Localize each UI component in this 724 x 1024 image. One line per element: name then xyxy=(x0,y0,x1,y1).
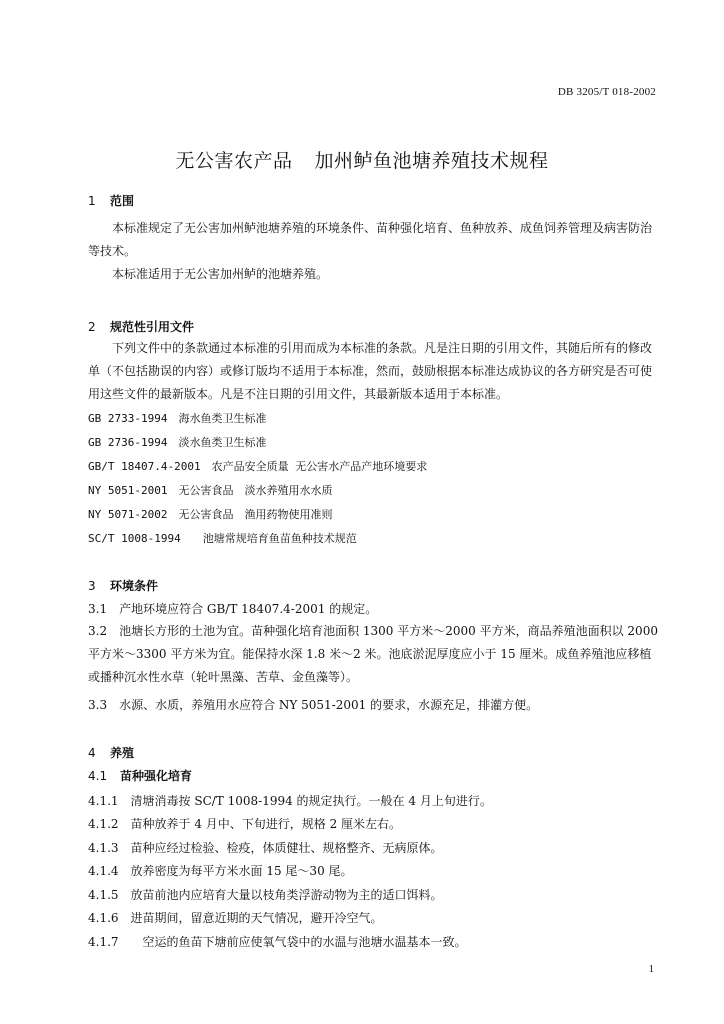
subsection-4-1-heading xyxy=(88,767,192,784)
section-2-paragraph: 下列文件中的条款通过本标准的引用而成为本标准的条款。凡是注日期的引用文件，其随后所有的修改单（不包括勘误的内容）或修订版均不适用于本标准，然而，鼓励根据本标准达成协议的各方研究是否可使用这些文件的最新版本。凡是不注日期的引用文件，其最新版本适用于本标准。 xyxy=(88,341,653,401)
section-title: 范围 xyxy=(110,194,135,208)
reference-item: SC/T 1008-1994 池塘常规培育鱼苗鱼种技术规范 xyxy=(88,532,357,545)
reference-item: GB 2736-1994 淡水鱼类卫生标准 xyxy=(88,436,267,449)
section-number: 4 xyxy=(88,746,96,760)
title-part-2: 加州鲈鱼池塘养殖技术规程 xyxy=(314,150,549,172)
section-title: 养殖 xyxy=(110,746,135,760)
section-number: 1 xyxy=(88,194,96,208)
section-1-paragraph-2: 本标准适用于无公害加州鲈的池塘养殖。 xyxy=(112,267,329,281)
clause-3-3: 3.3 水源、水质，养殖用水应符合 NY 5051-2001 的要求，水源充足，排灌方便。 xyxy=(88,698,539,712)
section-3-heading xyxy=(88,577,158,594)
document-title xyxy=(0,146,724,173)
reference-item: GB/T 18407.4-2001 农产品安全质量 无公害水产品产地环境要求 xyxy=(88,460,428,473)
clause-item: 4.1.4 放养密度为每平方米水面 15 尾～30 尾。 xyxy=(88,864,353,878)
section-number: 3 xyxy=(88,579,96,593)
reference-item: NY 5051-2001 无公害食品 淡水养殖用水水质 xyxy=(88,484,333,497)
subsection-title: 苗种强化培育 xyxy=(120,769,193,783)
section-2-heading xyxy=(88,318,194,335)
page-number: 1 xyxy=(648,963,654,975)
clause-item: 4.1.7 空运的鱼苗下塘前应使氧气袋中的水温与池塘水温基本一致。 xyxy=(88,935,467,949)
section-title: 规范性引用文件 xyxy=(110,320,195,334)
document-code: DB 3205/T 018-2002 xyxy=(557,86,656,98)
reference-item: NY 5071-2002 无公害食品 渔用药物使用准则 xyxy=(88,508,333,521)
clause-item: 4.1.6 进苗期间，留意近期的天气情况，避开冷空气。 xyxy=(88,911,383,925)
clause-item: 4.1.3 苗种应经过检验、检疫，体质健壮、规格整齐、无病原体。 xyxy=(88,841,443,855)
section-title: 环境条件 xyxy=(110,579,159,593)
clause-item: 4.1.1 清塘消毒按 SC/T 1008-1994 的规定执行。一般在 4 月上旬进行。 xyxy=(88,794,492,808)
section-4-heading xyxy=(88,744,134,761)
subsection-number: 4.1 xyxy=(88,769,108,783)
clause-item: 4.1.5 放苗前池内应培育大量以枝角类浮游动物为主的适口饵料。 xyxy=(88,888,443,902)
clause-3-2: 3.2 池塘长方形的土池为宜。苗种强化培育池面积 1300 平方米～2000 平方米，商品养殖池面积以 2000 平方米～3300 平方米为宜。能保持水深 1.8 米～2 米。池底淤泥厚度应小于 15 厘米。成鱼养殖池应移植或播种沉水性水草（轮叶黑藻、苦草、金鱼藻等）。 xyxy=(88,624,658,684)
clause-item: 4.1.2 苗种放养于 4 月中、下旬进行，规格 2 厘米左右。 xyxy=(88,817,402,831)
reference-item: GB 2733-1994 海水鱼类卫生标准 xyxy=(88,412,267,425)
section-number: 2 xyxy=(88,320,96,334)
section-1-heading xyxy=(88,192,134,209)
clause-3-1: 3.1 产地环境应符合 GB/T 18407.4-2001 的规定。 xyxy=(88,602,378,616)
title-part-1: 无公害农产品 xyxy=(175,150,293,172)
section-1-paragraph-1: 本标准规定了无公害加州鲈池塘养殖的环境条件、苗种强化培育、鱼种放养、成鱼饲养管理及病害防治等技术。 xyxy=(88,221,653,258)
